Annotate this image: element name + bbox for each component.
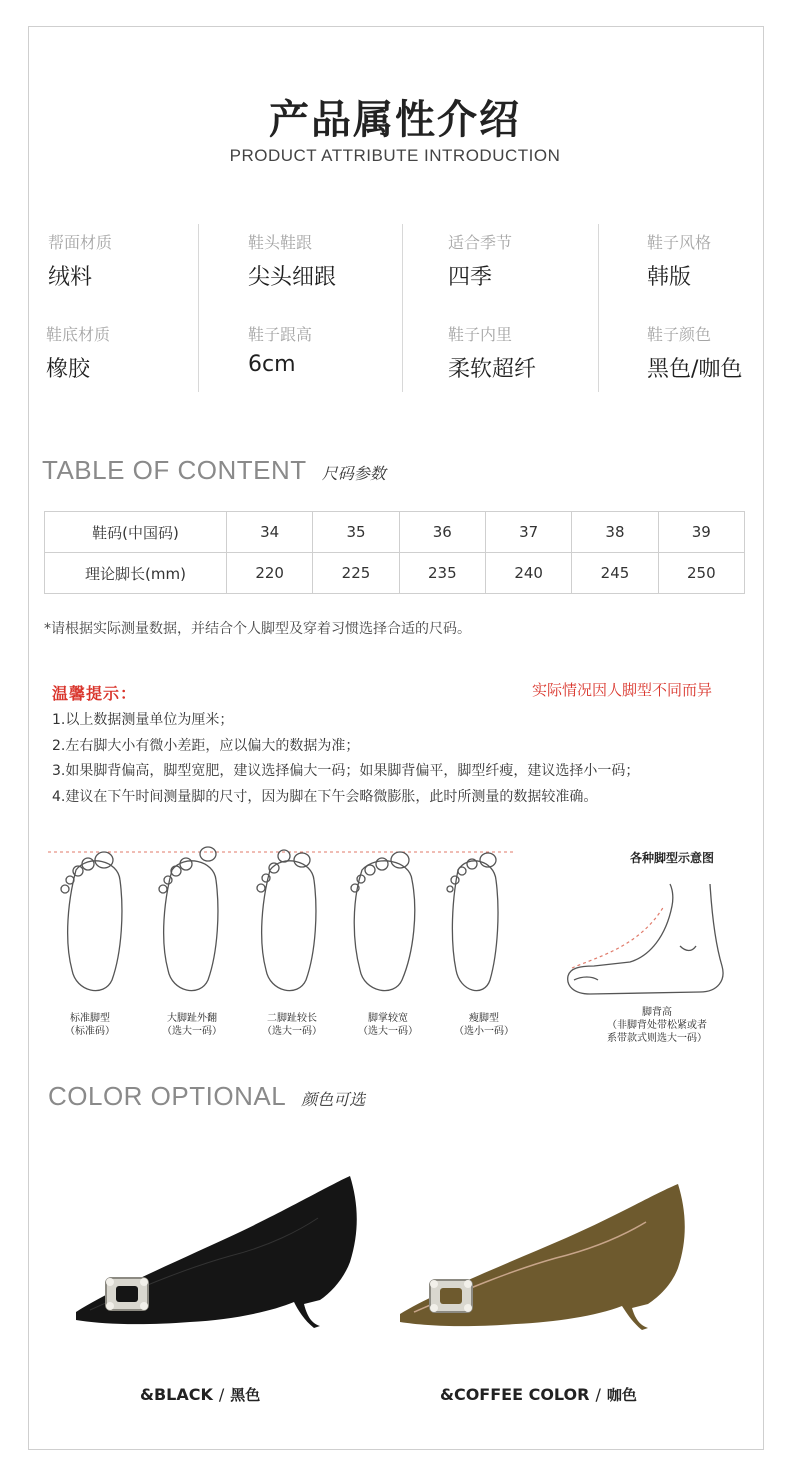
table-row (45, 512, 745, 553)
size-section-heading (42, 455, 386, 486)
color-name-cn: 黑色 (230, 1386, 261, 1404)
foot-type-advice: （标准码） (65, 1026, 115, 1037)
attr-value-style: 韩版 (647, 265, 692, 290)
table-cell: 34 (227, 512, 313, 553)
tips-right-note: 实际情况因人脚型不同而异 (532, 681, 713, 699)
color-section-title-cn: 颜色可选 (301, 1090, 366, 1109)
side-caption-line: （非脚背处带松紧或者 (607, 1020, 707, 1031)
foot-type-name: 脚掌较宽 (368, 1013, 408, 1024)
black-color-label: &BLACK / 黑色 (140, 1385, 261, 1404)
attr-label-toe-heel: 鞋头鞋跟 (248, 233, 313, 252)
foot-type-caption (152, 1012, 232, 1038)
coffee-shoe-image (396, 1180, 696, 1330)
table-cell: 36 (399, 512, 485, 553)
foot-type-name: 瘦脚型 (469, 1013, 499, 1024)
tip-line: 4.建议在下午时间测量脚的尺寸，因为脚在下午会略微膨胀，此时所测量的数据较准确。 (52, 789, 598, 805)
attr-label-season: 适合季节 (448, 233, 513, 252)
table-cell: 35 (313, 512, 399, 553)
column-divider (598, 224, 599, 392)
foot-type-caption (252, 1012, 332, 1038)
attr-label-sole-material: 鞋底材质 (46, 325, 111, 344)
attr-label-lining: 鞋子内里 (448, 325, 513, 344)
attr-label-style: 鞋子风格 (647, 233, 712, 252)
color-section-title-en: COLOR OPTIONAL (48, 1081, 287, 1111)
table-cell: 38 (572, 512, 658, 553)
foot-type-caption (348, 1012, 428, 1038)
foot-types-illustration (48, 840, 518, 1005)
column-divider (402, 224, 403, 392)
side-view-title: 各种脚型示意图 (630, 851, 715, 865)
attr-value-heel-height: 6cm (248, 352, 296, 377)
attribute-grid (44, 224, 760, 392)
side-caption-line: 脚背高 (642, 1007, 672, 1018)
table-cell: 250 (658, 553, 744, 594)
attr-value-lining: 柔软超纤 (448, 357, 537, 382)
size-section-title-cn: 尺码参数 (321, 464, 386, 483)
table-cell: 39 (658, 512, 744, 553)
table-cell: 225 (313, 553, 399, 594)
table-cell: 37 (485, 512, 571, 553)
page-subtitle: PRODUCT ATTRIBUTE INTRODUCTION (229, 146, 561, 165)
foot-type-advice: （选大一码） (358, 1026, 418, 1037)
side-caption-line: 系带款式则选大一码） (607, 1033, 707, 1044)
foot-type-caption (444, 1012, 524, 1038)
attr-value-sole-material: 橡胶 (46, 357, 91, 382)
coffee-color-label: &COFFEE COLOR / 咖色 (440, 1385, 637, 1404)
measurement-note: *请根据实际测量数据，并结合个人脚型及穿着习惯选择合适的尺码。 (44, 621, 471, 637)
color-name-cn: 咖色 (606, 1386, 637, 1404)
tip-line: 2.左右脚大小有微小差距，应以偏大的数据为准； (52, 738, 360, 754)
row-head-length: 理论脚长(mm) (45, 553, 227, 594)
side-view-caption (592, 1006, 722, 1045)
foot-type-advice: （选小一码） (454, 1026, 514, 1037)
attr-label-heel-height: 鞋子跟高 (248, 325, 313, 344)
attr-value-toe-heel: 尖头细跟 (248, 265, 337, 290)
tip-line: 1.以上数据测量单位为厘米； (52, 712, 234, 728)
table-cell: 245 (572, 553, 658, 594)
attr-label-color: 鞋子颜色 (647, 325, 712, 344)
tips-title: 温馨提示： (52, 684, 138, 703)
table-cell: 235 (399, 553, 485, 594)
foot-type-caption (50, 1012, 130, 1038)
attr-value-upper-material: 绒料 (48, 265, 93, 290)
tip-line: 3.如果脚背偏高，脚型宽肥，建议选择偏大一码；如果脚背偏平，脚型纤瘦，建议选择小一码； (52, 763, 640, 779)
column-divider (198, 224, 199, 392)
attr-value-season: 四季 (448, 265, 493, 290)
high-instep-foot-illustration (560, 876, 740, 1001)
foot-type-name: 二脚趾较长 (267, 1013, 317, 1024)
attr-label-upper-material: 帮面材质 (48, 233, 113, 252)
color-section-heading (48, 1081, 365, 1112)
color-name-en: &COFFEE COLOR (440, 1385, 590, 1404)
foot-type-advice: （选大一码） (262, 1026, 322, 1037)
foot-type-advice: （选大一码） (162, 1026, 222, 1037)
attr-value-color: 黑色/咖色 (647, 357, 743, 382)
row-head-size: 鞋码(中国码) (45, 512, 227, 553)
size-section-title-en: TABLE OF CONTENT (42, 455, 307, 485)
table-cell: 240 (485, 553, 571, 594)
table-cell: 220 (227, 553, 313, 594)
foot-type-name: 标准脚型 (70, 1013, 110, 1024)
black-shoe-image (70, 1170, 370, 1330)
foot-type-name: 大脚趾外翻 (167, 1013, 217, 1024)
size-table (44, 511, 745, 594)
page-title: 产品属性介绍 (269, 97, 521, 143)
table-row (45, 553, 745, 594)
color-name-en: &BLACK (140, 1385, 213, 1404)
